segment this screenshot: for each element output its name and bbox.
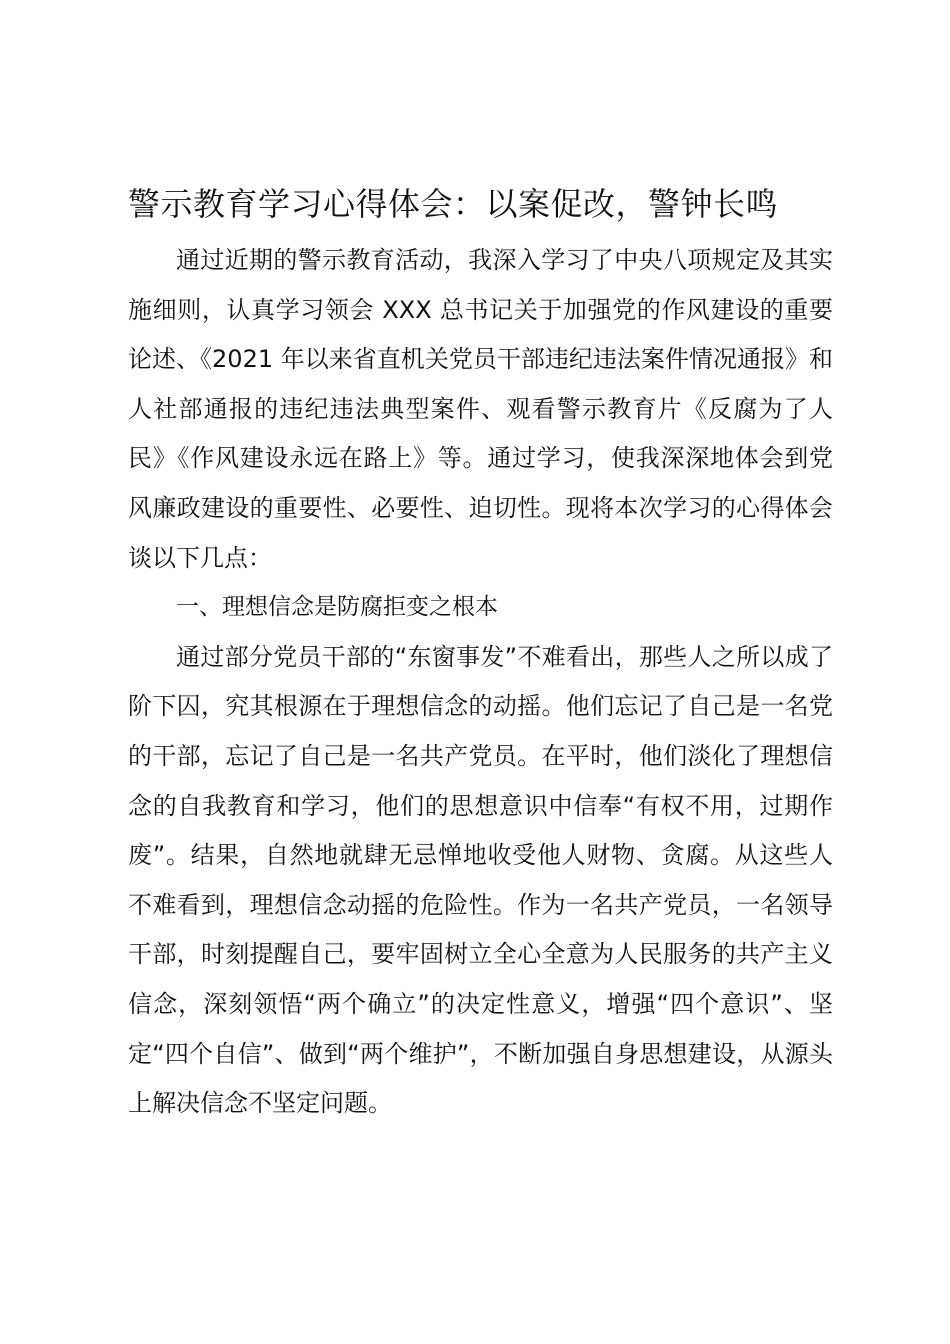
section-paragraph: 通过部分党员干部的“东窗事发”不难看出，那些人之所以成了阶下囚，究其根源在于理想信念的动摇。他们忘记了自己是一名党的干部，忘记了自己是一名共产党员。在平时，他们淡化了理想信念的自我教育和学习，他们的思想意识中信奉“有权不用，过期作废”。结果，自然地就肆无忌惮地收受他人财物、贪腐。从这些人不难看到，理想信念动摇的危险性。作为一名共产党员，一名领导干部，时刻提醒自己，要牢固树立全心全意为人民服务的共产主义信念，深刻领悟“两个确立”的决定性意义，增强“四个意识”、坚定“四个自信”、做到“两个维护”，不断加强自身思想建设，从源头上解决信念不坚定问题。: [128, 642, 833, 1118]
document-body: [128, 236, 833, 1129]
intro-paragraph: 通过近期的警示教育活动，我深入学习了中央八项规定及其实施细则，认真学习领会 XXX 总书记关于加强党的作风建设的重要论述、《2021 年以来省直机关党员干部违纪违法案件情况通报》和人社部通报的违纪违法典型案件、观看警示教育片《反腐为了人民》《作风建设永远在路上》等。通过学习，使我深深地体会到党风廉政建设的重要性、必要性、迫切性。现将本次学习的心得体会谈以下几点：: [128, 246, 833, 572]
document-title: 警示教育学习心得体会：以案促改，警钟长鸣: [128, 185, 779, 223]
section-heading: 一、理想信念是防腐拒变之根本: [176, 594, 498, 621]
